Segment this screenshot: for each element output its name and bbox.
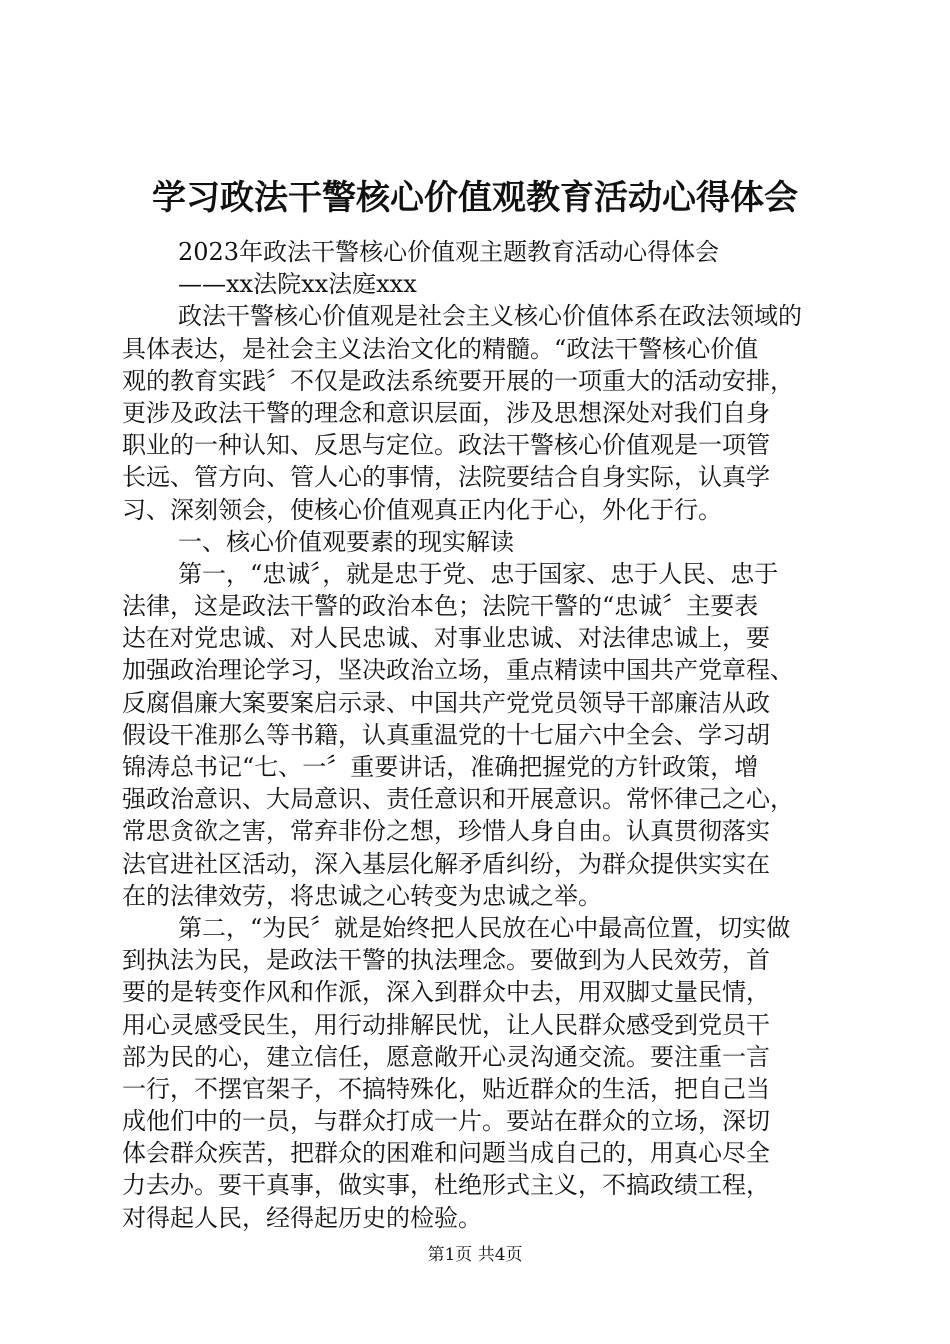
page-footer: 第1页 共4页	[427, 1245, 523, 1265]
paragraph-line: 长远、管方向、管人心的事情，法院要结合自身实际，认真学	[122, 463, 770, 492]
paragraph-line: 部为民的心，建立信任，愿意敞开心灵沟通交流。要注重一言	[122, 1042, 770, 1071]
paragraph-line: 体会群众疾苦，把群众的困难和问题当成自己的，用真心尽全	[122, 1139, 770, 1168]
paragraph-line: 用心灵感受民生，用行动排解民忧，让人民群众感受到党员干	[122, 1010, 770, 1039]
paragraph-line: 习、深刻领会，使核心价值观真正内化于心，外化于行。	[122, 495, 722, 524]
author-line: ——xx法院xx法庭xxx	[178, 270, 417, 299]
paragraph-line: 到执法为民，是政法干警的执法理念。要做到为人民效劳，首	[122, 946, 770, 975]
paragraph-line: 观的教育实践〞不仅是政法系统要开展的一项重大的活动安排，	[122, 366, 794, 395]
paragraph-line: 达在对党忠诚、对人民忠诚、对事业忠诚、对法律忠诚上，要	[122, 624, 770, 653]
paragraph-line: 常思贪欲之害，常弃非份之想，珍惜人身自由。认真贯彻落实	[122, 817, 770, 846]
paragraph-line: 职业的一种认知、反思与定位。政法干警核心价值观是一项管	[122, 431, 770, 460]
document-title: 学习政法干警核心价值观教育活动心得体会	[152, 178, 798, 218]
paragraph-line: 更涉及政法干警的理念和意识层面，涉及思想深处对我们自身	[122, 398, 770, 427]
paragraph-line: 假设干准那么等书籍，认真重温党的十七届六中全会、学习胡	[122, 720, 770, 749]
paragraph-line: 加强政治理论学习，坚决政治立场，重点精读中国共产党章程、	[122, 656, 794, 685]
paragraph-line: 在的法律效劳，将忠诚之心转变为忠诚之举。	[122, 881, 602, 910]
paragraph-line: 对得起人民，经得起历史的检验。	[122, 1203, 482, 1232]
section-heading: 一、核心价值观要素的现实解读	[178, 527, 514, 556]
paragraph-line: 政法干警核心价值观是社会主义核心价值体系在政法领域的	[178, 302, 802, 331]
paragraph-line: 要的是转变作风和作派，深入到群众中去，用双脚丈量民情，	[122, 978, 770, 1007]
paragraph-line: 一行，不摆官架子，不搞特殊化，贴近群众的生活，把自己当	[122, 1074, 770, 1103]
paragraph-line: 反腐倡廉大案要案启示录、中国共产党党员领导干部廉洁从政	[122, 688, 770, 717]
paragraph-line: 具体表达，是社会主义法治文化的精髓。“政法干警核心价值	[122, 334, 759, 363]
subtitle-line: 2023年政法干警核心价值观主题教育活动心得体会	[178, 238, 720, 266]
paragraph-line: 法官进社区活动，深入基层化解矛盾纠纷，为群众提供实实在	[122, 849, 770, 878]
paragraph-line: 第二，“为民〞就是始终把人民放在心中最高位置，切实做	[178, 913, 791, 942]
paragraph-line: 锦涛总书记“七、一〞重要讲话，准确把握党的方针政策，增	[122, 753, 759, 781]
paragraph-line: 法律，这是政法干警的政治本色；法院干警的“忠诚〞主要表	[122, 592, 759, 621]
document-body	[122, 236, 834, 1234]
paragraph-line: 力去办。要干真事，做实事，杜绝形式主义，不搞政绩工程，	[122, 1171, 770, 1200]
paragraph-line: 成他们中的一员，与群众打成一片。要站在群众的立场，深切	[122, 1107, 770, 1136]
paragraph-line: 强政治意识、大局意识、责任意识和开展意识。常怀律己之心，	[122, 785, 794, 814]
paragraph-line: 第一，“忠诚〞，就是忠于党、忠于国家、忠于人民、忠于	[178, 559, 779, 588]
